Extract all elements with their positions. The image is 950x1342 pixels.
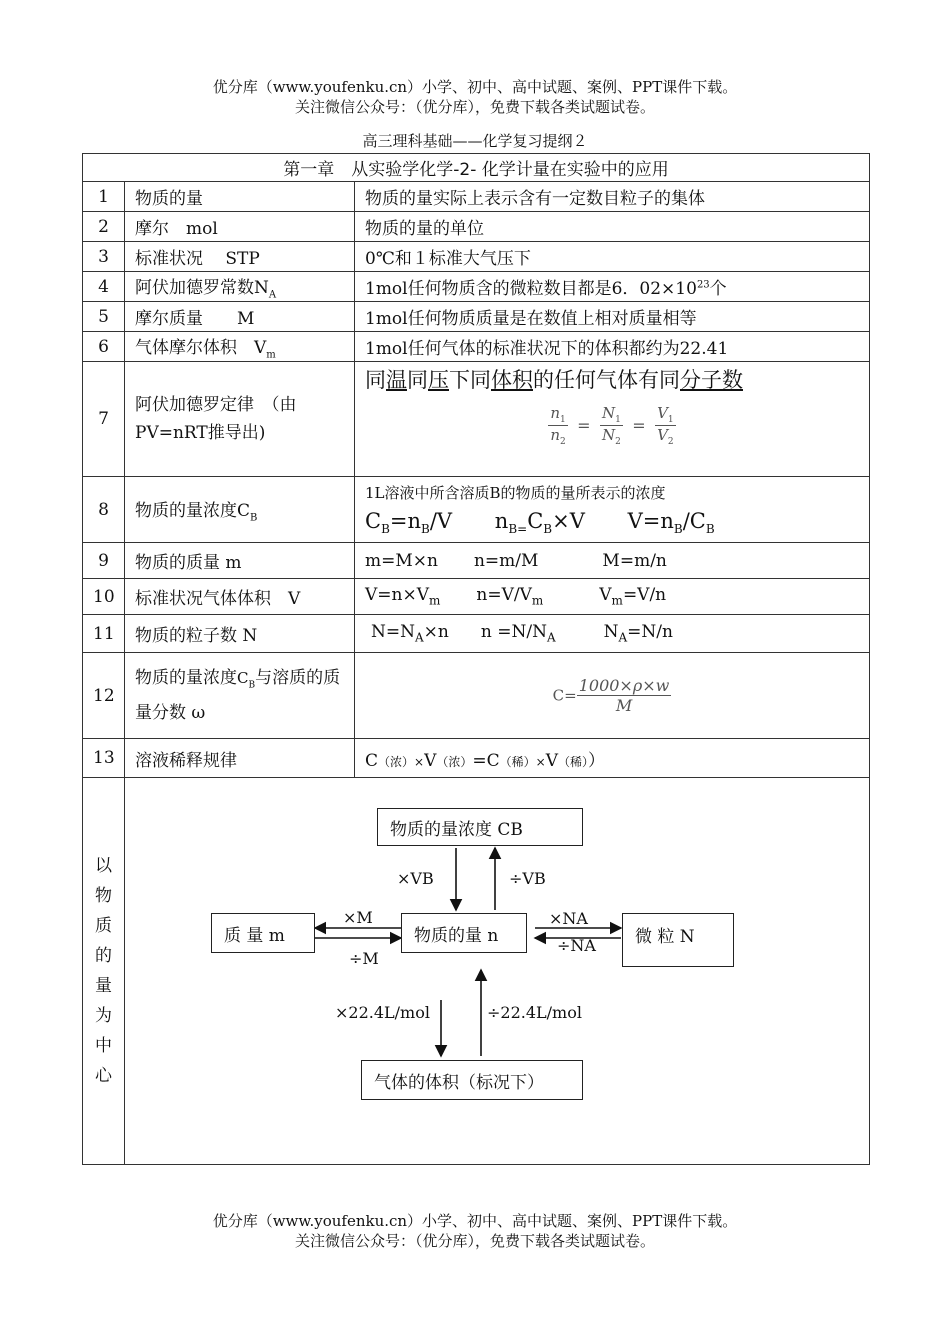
box-gas-volume: 气体的体积（标况下） (361, 1060, 583, 1100)
table-row: 2 摩尔 mol 物质的量的单位 (83, 212, 870, 242)
table-row (83, 778, 870, 1165)
table-row: 8 物质的量浓度$C_B$ 1L溶液中所含溶质B的物质的量所表示的浓度 $C_B=n_B/V$ $n_{B=}C_B\times V$ $V=n_B/C_B$ (83, 477, 870, 543)
box-mass: 质 量 m (211, 913, 315, 953)
doc-title: 高三理科基础——化学复习提纲２ (362, 132, 588, 150)
table-row: 11 物质的粒子数 N $N=N_A\times n$ $n =N/N_A$ $N_A=N/n$ (83, 615, 870, 653)
avogadro-formula: $\frac{n_1}{n_2}$ = $\frac{N_1}{N_2}$ = $\frac{V_1}{V_2}$ (550, 404, 674, 447)
table-row: 12 物质的量浓度$C_B$与溶质的质量分数 ω C= $\frac{1000\times\rho\times w}{M}$ (83, 653, 870, 739)
center-label: 以 物 质 的 量 为 中 心 (83, 778, 125, 1165)
concept-diagram: 物质的量浓度 CB 质 量 m 物质的量 n 微 粒 N 气体的体积（标况下） ×VB ÷VB ×M ÷M ×NA ÷NA ×22.4L/mol ÷22.4L/mol (125, 778, 869, 1164)
avogadro-law-text: 同温同压下同体积的任何气体有同分子数 (365, 368, 743, 392)
table-row: 5 摩尔质量 M 1mol任何物质质量是在数值上相对质量相等 (83, 302, 870, 332)
table-row: 3 标准状况 STP 0℃和１标准大气压下 (83, 242, 870, 272)
summary-table (82, 153, 870, 1165)
table-row: 6 气体摩尔体积 $V_m$ 1mol任何气体的标准状况下的体积都约为22.41 (83, 332, 870, 362)
footer-line-2: 关注微信公众号：（优分库），免费下载各类试题试卷。 (294, 1232, 655, 1250)
table-row: 10 标准状况气体体积 V $V=n\times V_m$ $n=V/V_m$ $V_m=V/n$ (83, 579, 870, 615)
table-row: 13 溶液稀释规律 C（浓）×V（浓）=C（稀）×V（稀）） (83, 739, 870, 778)
box-particles: 微 粒 N (622, 913, 734, 967)
table-row: 7 阿伏加德罗定律 （由PV=nRT推导出) 同温同压下同体积的任何气体有同分子数 $\frac{n_1}{n_2}$ = $\frac{N_1}{N_2}$ = $\frac{V_1}{V_2}$ (83, 362, 870, 477)
footer-line-1: 优分库（www.youfenku.cn）小学、初中、高中试题、案例、PPT课件下载。 (212, 1212, 738, 1230)
header-line-1: 优分库（www.youfenku.cn）小学、初中、高中试题、案例、PPT课件下载。 (212, 78, 738, 96)
box-moles: 物质的量 n (401, 913, 527, 953)
table-row: 9 物质的质量 m m=M×n n=m/M M=m/n (83, 543, 870, 579)
table-row: 4 阿伏加德罗常数$N_A$ 1mol任何物质含的微粒数目都是6．$02\times 10^{23}$个 (83, 272, 870, 302)
header-line-2: 关注微信公众号：（优分库），免费下载各类试题试卷。 (294, 98, 655, 116)
chapter-title: 第一章 从实验学化学-2- 化学计量在实验中的应用 (83, 154, 870, 182)
table-row: 1 物质的量 物质的量实际上表示含有一定数目粒子的集体 (83, 182, 870, 212)
box-concentration: 物质的量浓度 CB (377, 808, 583, 846)
